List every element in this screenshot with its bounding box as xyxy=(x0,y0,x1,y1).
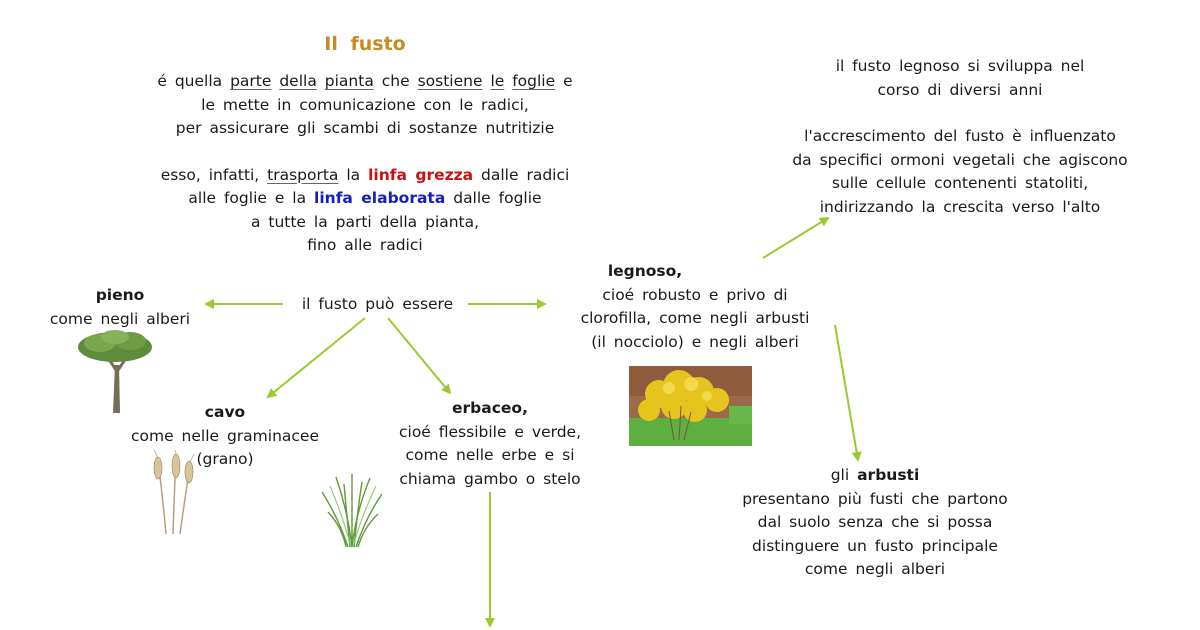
erbaceo-heading: erbaceo, xyxy=(452,399,528,417)
node-arbusti: gli arbusti presentano più fusti che partono dal suolo senza che si possa distinguere un fusto principale come negli alberi xyxy=(742,466,1008,578)
intro-line-3: per assicurare gli scambi di sostanze nutritizie xyxy=(175,119,555,137)
intro-line-6: a tutte la parti della pianta, xyxy=(250,212,480,231)
intro-line-5: alle foglie e la linfa elaborata dalle foglie xyxy=(188,189,542,207)
grass-image xyxy=(318,472,386,548)
arbusti-heading: arbusti xyxy=(857,466,920,484)
linfa-grezza-label: linfa grezza xyxy=(368,165,474,184)
arrow-to-erbaceo xyxy=(388,318,450,393)
node-right-top: il fusto legnoso si sviluppa nel corso di diversi anni l'accrescimento del fusto è influenzato da specifici ormoni vegetali che agiscono sulle cellule contenenti statoliti, indirizzando la crescita verso l'alto xyxy=(792,57,1128,216)
center-node: il fusto può essere xyxy=(301,295,454,313)
intro-line-2: le mette in comunicazione con le radici, xyxy=(201,95,529,114)
pieno-text: come negli alberi xyxy=(49,309,191,328)
node-cavo: cavo come nelle graminacee (grano) xyxy=(105,401,345,472)
pieno-heading: pieno xyxy=(95,286,145,304)
linfa-elaborata-label: linfa elaborata xyxy=(314,189,446,207)
arrow-to-arbusti xyxy=(835,325,858,460)
wheat-image xyxy=(148,450,198,535)
cavo-heading: cavo xyxy=(204,403,246,421)
node-legnoso: legnoso, cioé robusto e privo di clorofilla, come negli arbusti (il nocciolo) e negli alberi xyxy=(540,260,850,354)
intro-line-4: esso, infatti, trasporta la linfa grezza dalle radici xyxy=(160,165,570,184)
tree-image xyxy=(75,325,155,415)
arrow-to-cavo xyxy=(268,318,365,397)
shrub-photo xyxy=(629,366,752,446)
arrow-to-right-top xyxy=(763,218,828,258)
intro-line-1: é quella parte della pianta che sostiene le foglie e xyxy=(157,72,573,90)
intro-line-7: fino alle radici xyxy=(307,236,423,254)
node-erbaceo: erbaceo, cioé flessibile e verde, come nelle erbe e si chiama gambo o stelo xyxy=(370,397,610,491)
legnoso-heading: legnoso, xyxy=(607,262,683,280)
page-title: Il fusto xyxy=(324,33,406,55)
